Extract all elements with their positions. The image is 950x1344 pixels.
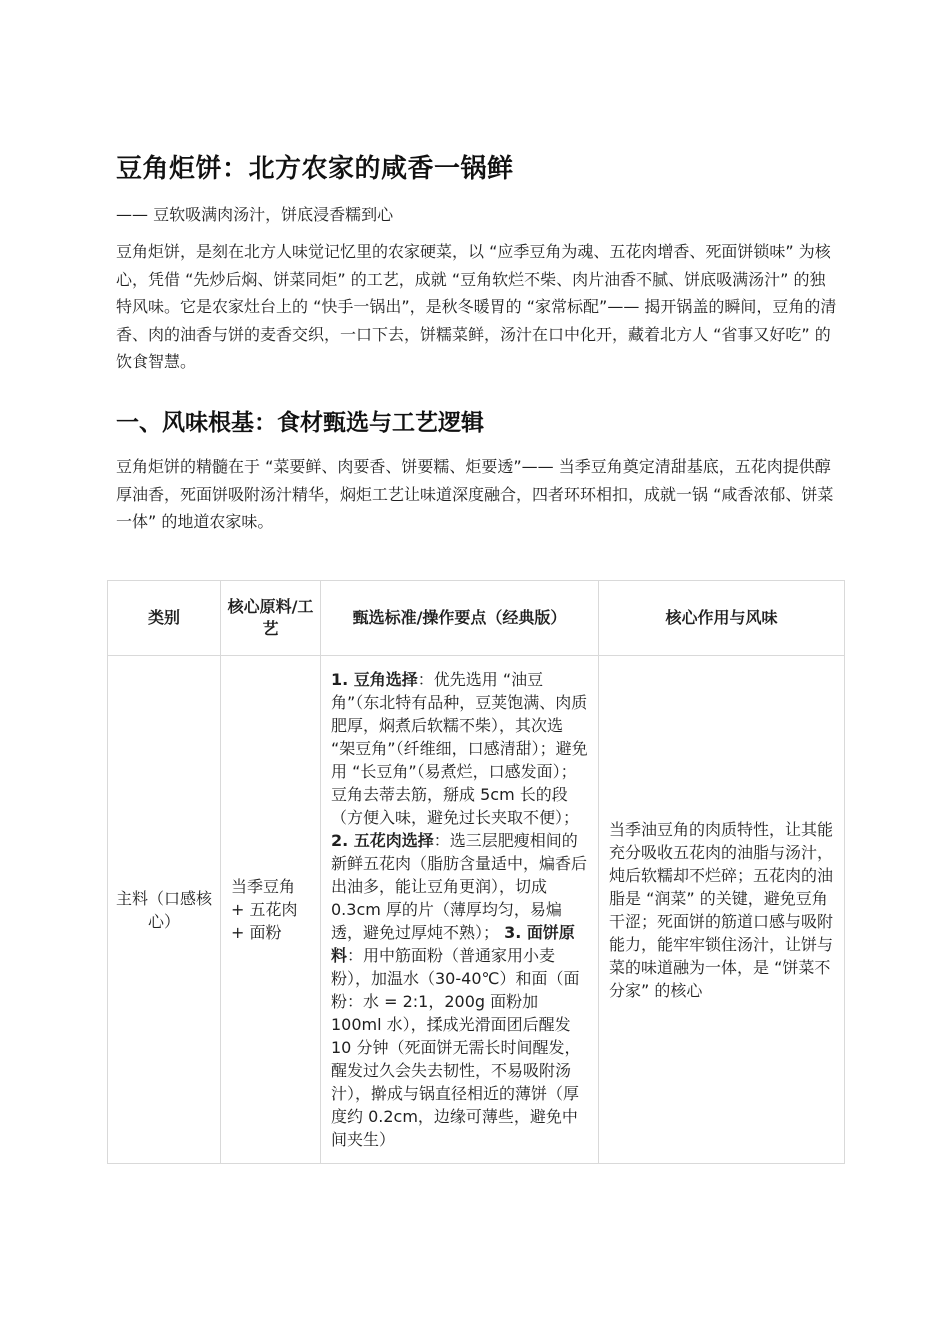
step2-label: 2. 五花肉选择 (331, 831, 434, 850)
step1-label: 1. 豆角选择 (331, 670, 418, 689)
header-ingredients: 核心原料/工艺 (221, 581, 321, 656)
section-heading: 一、风味根基：食材甄选与工艺逻辑 (116, 410, 484, 436)
subtitle: —— 豆软吸满肉汤汁，饼底浸香糯到心 (116, 205, 394, 224)
step3-label: 3. 面饼原料 (331, 923, 575, 965)
header-standards: 甄选标准/操作要点（经典版） (321, 581, 599, 656)
cell-category: 主料（口感核心） (108, 656, 221, 1164)
table-row (108, 656, 845, 1164)
cell-standards (321, 656, 599, 1164)
table-header-row (108, 581, 845, 656)
header-effect: 核心作用与风味 (599, 581, 845, 656)
page-title: 豆角炬饼：北方农家的咸香一锅鲜 (116, 154, 514, 184)
step3-text: ：用中筋面粉（普通家用小麦粉），加温水（30-40℃）和面（面粉：水 = 2:1，200g 面粉加 100ml 水），揉成光滑面团后醒发 10 分钟（死面饼无需长时间醒发，醒发过久会失去韧性，不易吸附汤汁），擀成与锅直径相近的薄饼（厚度约 0.2cm，边缘可薄些，避免中间夹生） (331, 946, 581, 1149)
step1-text: ：优先选用 “油豆角”（东北特有品种，豆荚饱满、肉质肥厚，焖煮后软糯不柴），其次选 “架豆角”（纤维细，口感清甜）；避免用 “长豆角”（易煮烂，口感发面）；豆角去蒂去筋，掰成 5cm 长的段（方便入味，避免过长夹取不便）； (331, 670, 588, 827)
cell-effect: 当季油豆角的肉质特性，让其能充分吸收五花肉的油脂与汤汁，炖后软糯却不烂碎；五花肉的油脂是 “润菜” 的关键，避免豆角干涩；死面饼的筋道口感与吸附能力，能牢牢锁住汤汁，让饼与菜的味道融为一体，是 “饼菜不分家” 的核心 (599, 656, 845, 1164)
header-category: 类别 (108, 581, 221, 656)
ingredients-table (107, 580, 845, 1164)
step2-text: ：选三层肥瘦相间的新鲜五花肉（脂肪含量适中，煸香后出油多，能让豆角更润），切成 0.3cm 厚的片（薄厚均匀，易煸透，避免过厚炖不熟）； (331, 831, 588, 942)
section-paragraph: 豆角炬饼的精髓在于 “菜要鲜、肉要香、饼要糯、炬要透”—— 当季豆角奠定清甜基底，五花肉提供醇厚油香，死面饼吸附汤汁精华，焖炬工艺让味道深度融合，四者环环相扣，成就一锅 “咸香浓郁、饼菜一体” 的地道农家味。 (116, 457, 834, 531)
intro-paragraph: 豆角炬饼，是刻在北方人味觉记忆里的农家硬菜，以 “应季豆角为魂、五花肉增香、死面饼锁味” 为核心，凭借 “先炒后焖、饼菜同炬” 的工艺，成就 “豆角软烂不柴、肉片油香不腻、饼底吸满汤汁” 的独特风味。它是农家灶台上的 “快手一锅出”，是秋冬暖胃的 “家常标配”—— 揭开锅盖的瞬间，豆角的清香、肉的油香与饼的麦香交织，一口下去，饼糯菜鲜，汤汁在口中化开，藏着北方人 “省事又好吃” 的饮食智慧。 (116, 242, 837, 371)
cell-ingredients: 当季豆角 + 五花肉 + 面粉 (221, 656, 321, 1164)
